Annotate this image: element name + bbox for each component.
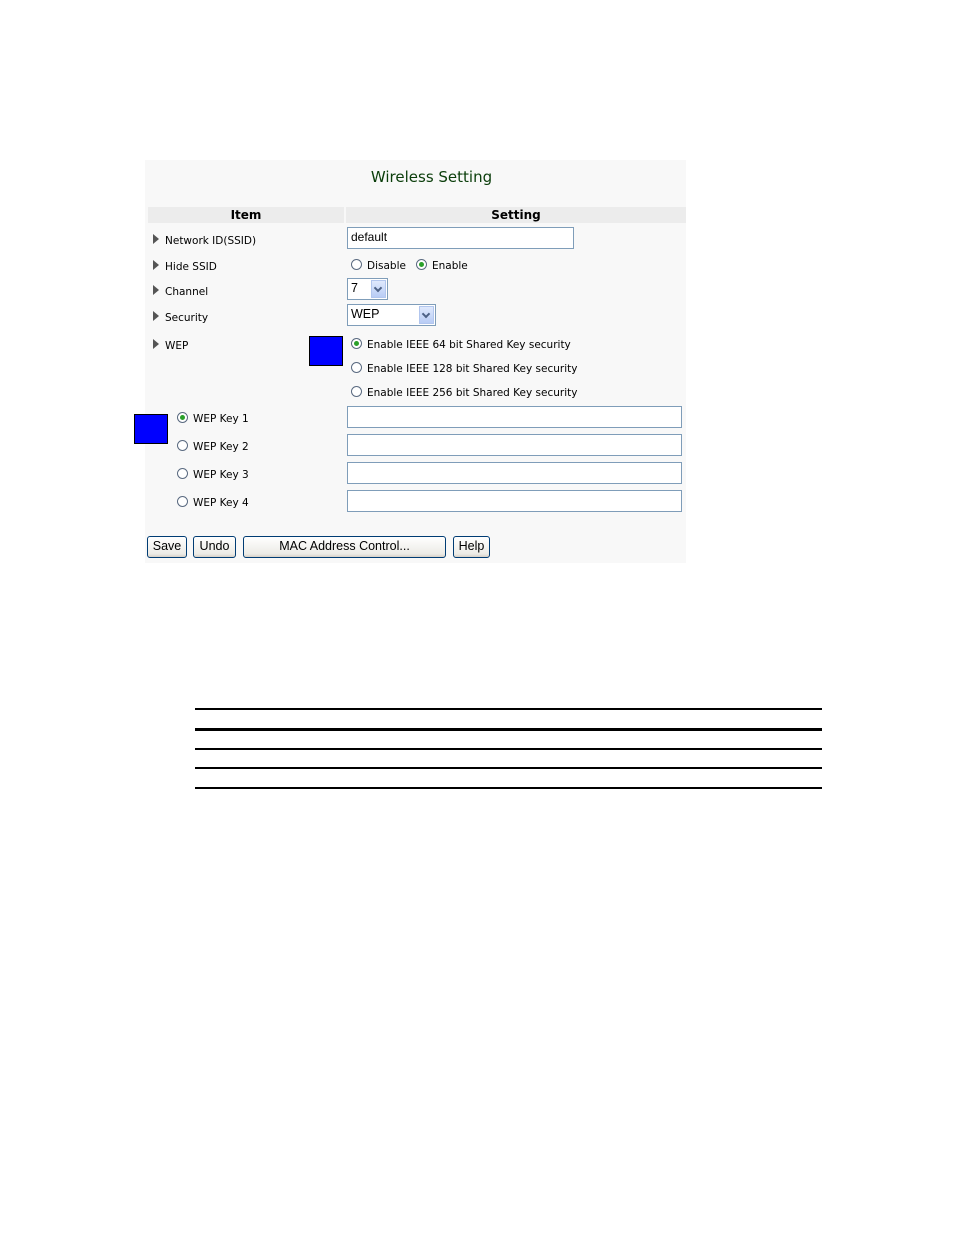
divider-line (195, 728, 822, 731)
mac-address-control-button[interactable]: MAC Address Control... (243, 536, 446, 558)
wep-128bit-radio[interactable] (351, 362, 362, 373)
divider-line (195, 787, 822, 789)
wep-key-3-label: WEP Key 3 (193, 469, 249, 481)
channel-select[interactable] (347, 278, 388, 300)
divider-line (195, 748, 822, 750)
hide-ssid-disable-label: Disable (367, 260, 406, 272)
wep-key-4-radio[interactable] (177, 496, 188, 507)
wep-key-1-radio[interactable] (177, 412, 188, 423)
wep-key-4-input[interactable] (347, 490, 682, 512)
wep-key-2-input[interactable] (347, 434, 682, 456)
wep-64bit-radio[interactable] (351, 338, 362, 349)
wep-key-2-label: WEP Key 2 (193, 441, 249, 453)
page-title: Wireless Setting (370, 168, 493, 186)
help-button[interactable]: Help (453, 536, 490, 558)
wep-key-1-label: WEP Key 1 (193, 413, 249, 425)
marker-box (134, 414, 168, 444)
row-arrow-icon (153, 285, 159, 295)
column-header-setting: Setting (346, 207, 686, 223)
column-header-item: Item (148, 207, 344, 223)
wep-key-3-radio[interactable] (177, 468, 188, 479)
row-arrow-icon (153, 339, 159, 349)
wep-key-2-radio[interactable] (177, 440, 188, 451)
marker-box (309, 336, 343, 366)
channel-label: Channel (165, 286, 209, 298)
hide-ssid-enable-radio[interactable] (416, 259, 427, 270)
ssid-input[interactable]: default (347, 227, 574, 249)
chevron-down-icon[interactable] (419, 306, 434, 324)
network-id-label: Network ID(SSID) (165, 235, 257, 247)
divider-line (195, 708, 822, 710)
hide-ssid-label: Hide SSID (165, 261, 217, 273)
hide-ssid-disable-radio[interactable] (351, 259, 362, 270)
wep-64bit-label: Enable IEEE 64 bit Shared Key security (367, 339, 571, 351)
row-arrow-icon (153, 234, 159, 244)
channel-value: 7 (351, 281, 358, 295)
security-select[interactable] (347, 304, 436, 326)
hide-ssid-enable-label: Enable (432, 260, 468, 272)
row-arrow-icon (153, 260, 159, 270)
chevron-down-icon[interactable] (371, 280, 386, 298)
wep-256bit-radio[interactable] (351, 386, 362, 397)
wep-key-3-input[interactable] (347, 462, 682, 484)
security-value: WEP (351, 307, 380, 321)
wep-256bit-label: Enable IEEE 256 bit Shared Key security (367, 387, 578, 399)
security-label: Security (165, 312, 209, 324)
row-arrow-icon (153, 311, 159, 321)
undo-button[interactable]: Undo (193, 536, 236, 558)
save-button[interactable]: Save (147, 536, 187, 558)
wep-128bit-label: Enable IEEE 128 bit Shared Key security (367, 363, 578, 375)
wep-label: WEP (165, 340, 189, 352)
wep-key-1-input[interactable] (347, 406, 682, 428)
divider-line (195, 767, 822, 769)
wep-key-4-label: WEP Key 4 (193, 497, 249, 509)
